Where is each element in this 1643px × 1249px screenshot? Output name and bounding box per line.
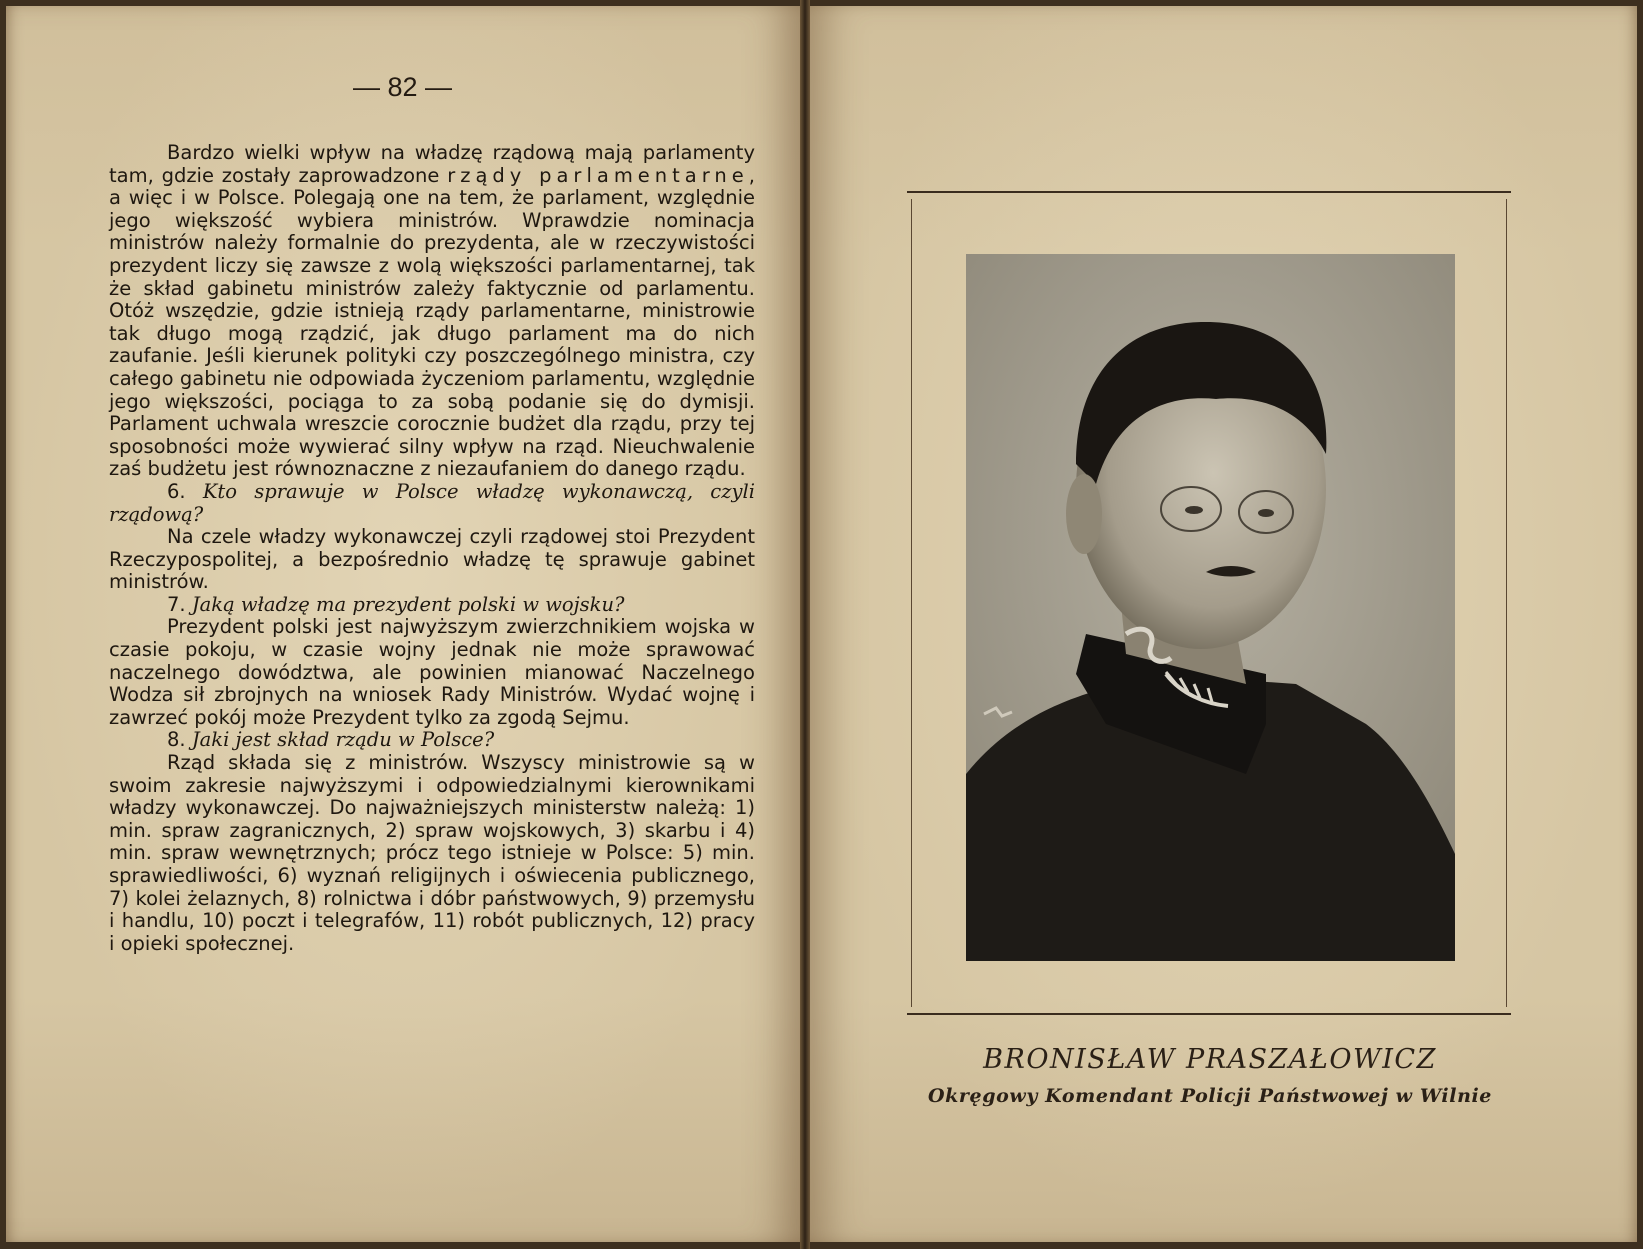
body-paragraph <box>109 752 755 955</box>
question-text: Jaki jest skład rządu w Polsce? <box>191 728 495 752</box>
body-paragraph <box>109 142 755 481</box>
paragraph-segment: Na czele władzy wykonawczej czyli rządowej stoi Prezydent Rzeczypospolitej, a bezpośrednio władzę tę sprawuje gabinet ministrów. <box>109 525 755 594</box>
portrait-illustration <box>966 254 1455 961</box>
page-number: — 82 — <box>352 72 453 102</box>
paragraph-segment: Prezydent polski jest najwyższym zwierzchnikiem wojska w czasie pokoju, w czasie wojny jednak nie może sprawować naczelnego dowództwa, ale powinien mianować Naczelnego Wodza sił zbrojnych na wniosek Rady Ministrów. Wydać wojnę i zawrzeć pokój może Prezydent tylko za zgodą Sejmu. <box>109 615 755 729</box>
caption-role: Okręgowy Komendant Policji Państwowej w Wilnie <box>928 1085 1492 1107</box>
question-heading <box>109 594 755 617</box>
question-number: 6. <box>167 479 203 503</box>
portrait-photo <box>966 254 1455 961</box>
paragraph-segment: Bardzo wielki wpływ na władzę rządową mają parlamenty tam, gdzie zostały zaprowadzone <box>109 141 755 187</box>
question-heading <box>109 481 755 526</box>
question-heading <box>109 729 755 752</box>
book-gutter <box>800 0 810 1249</box>
paragraph-segment: Rząd składa się z ministrów. Wszyscy ministrowie są w swoim zakresie najwyższymi i odpowiedzialnymi kierownikami władzy wykonawczej. Do najważniejszych ministerstw należą: 1) min. spraw zagranicznych, 2) spraw wojskowych, 3) skarbu i 4) min. spraw wewnętrznych; prócz tego istnieje w Polsce: 5) min. sprawiedliwości, 6) wyznań religijnych i oświecenia publicznego, 7) kolei żelaznych, 8) rolnictwa i dóbr państwowych, 9) przemysłu i handlu, 10) poczt i telegrafów, 11) robót publicznych, 12) pracy i opieki społecznej. <box>109 751 755 955</box>
body-text <box>109 142 755 955</box>
question-number: 8. <box>167 728 192 752</box>
caption-name: BRONISŁAW PRASZAŁOWICZ <box>983 1044 1437 1075</box>
question-text: Jaką władzę ma prezydent polski w wojsku? <box>191 592 625 616</box>
paragraph-segment: rządy parlamentarne <box>447 163 749 187</box>
body-paragraph <box>109 526 755 594</box>
body-paragraph <box>109 616 755 729</box>
question-number: 7. <box>167 592 192 616</box>
paragraph-segment: , a więc i w Polsce. Polegają one na tem, że parlament, względnie jego większość wybiera ministrów. Wprawdzie nominacja ministrów należy formalnie do prezydenta, ale w rzeczywistości prezydent liczy się zawsze z wolą większości parlamentarnej, tak że skład gabinetu ministrów zależy faktycznie od parlamentu. Otóż wszędzie, gdzie istnieją rządy parlamentarne, ministrowie tak długo mogą rządzić, jak długo parlament ma do nich zaufanie. Jeśli kierunek polityki czy poszczególnego ministra, czy całego gabinetu nie odpowiada życzeniom parlamentu, względnie jego większości, pociąga to za sobą podanie się do dymisji. Parlament uchwala wreszcie corocznie budżet dla rządu, przy tej sposobności może wywierać silny wpływ na rząd. Nieuchwalenie zaś budżetu jest równoznaczne z niezaufaniem do danego rządu. <box>109 163 755 481</box>
question-text: Kto sprawuje w Polsce władzę wykonawczą, czyli rządową? <box>109 479 755 526</box>
